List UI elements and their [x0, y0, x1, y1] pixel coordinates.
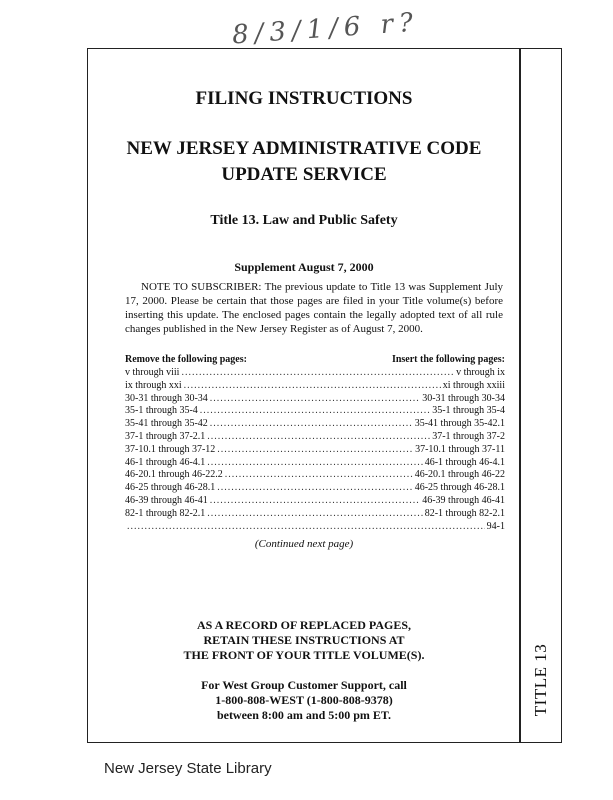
leader-dots	[181, 367, 454, 380]
table-row	[125, 444, 505, 457]
insert-pages: 35-1 through 35-4	[432, 405, 505, 417]
remove-header: Remove the following pages:	[125, 354, 247, 365]
insert-header: Insert the following pages:	[391, 354, 505, 365]
insert-pages: 94-1	[486, 520, 505, 532]
table-row	[125, 482, 505, 495]
remove-pages: v through viii	[125, 367, 180, 378]
code-title	[95, 136, 513, 188]
table-row	[125, 393, 505, 406]
code-title-line2: UPDATE SERVICE	[221, 164, 387, 185]
leader-dots	[210, 418, 413, 431]
insert-pages: xi through xxiii	[442, 379, 505, 391]
leader-dots	[207, 508, 422, 521]
remove-pages: 46-25 through 46-28.1	[125, 482, 216, 494]
title-tab	[524, 640, 558, 720]
leader-dots	[207, 431, 430, 444]
insert-pages: 82-1 through 82-2.1	[424, 507, 505, 519]
leader-dots	[210, 393, 420, 406]
customer-support	[95, 678, 513, 723]
library-watermark: New Jersey State Library	[104, 760, 272, 777]
insert-pages: 37-1 through 37-2	[432, 430, 505, 442]
support-phone: 1-800-808-WEST (1-800-808-9378)	[215, 693, 393, 707]
insert-pages: v through ix	[456, 367, 505, 378]
handwritten-note: 8/3/1/6 r?	[231, 7, 420, 51]
insert-pages: 35-41 through 35-42.1	[414, 418, 505, 430]
note-body: The previous update to Title 13 was Supplement July 17, 2000. Please be certain that those pages are filed in your Title volume(s) before inserting this update. The enclosed pages contain the legally adopted text of all rule changes published in the New Jersey Register as of August 7, 2000.	[125, 281, 504, 335]
leader-dots	[225, 469, 413, 482]
subscriber-note	[125, 280, 503, 336]
leader-dots	[207, 457, 422, 470]
table-row	[125, 367, 505, 380]
remove-pages: 46-39 through 46-41	[125, 494, 208, 506]
remove-pages: 30-31 through 30-34	[125, 392, 208, 404]
leader-dots	[217, 482, 412, 495]
leader-dots	[127, 521, 485, 534]
table-row	[125, 469, 505, 482]
leader-dots	[200, 405, 430, 418]
remove-pages: 46-20.1 through 46-22.2	[125, 469, 223, 481]
title-line: Title 13. Law and Public Safety	[210, 213, 398, 228]
support-line1: For West Group Customer Support, call	[201, 678, 407, 692]
record-line1: AS A RECORD OF REPLACED PAGES,	[196, 618, 412, 632]
remove-pages: 37-10.1 through 37-12	[125, 443, 216, 455]
remove-pages: 82-1 through 82-2.1	[125, 507, 206, 519]
supplement-date: Supplement August 7, 2000	[234, 260, 374, 274]
page-title: FILING INSTRUCTIONS	[195, 88, 413, 109]
table-row	[125, 405, 505, 418]
title-tab-label: TITLE 13	[531, 643, 550, 717]
record-instructions	[95, 618, 513, 663]
table-row	[125, 495, 505, 508]
table-row	[125, 521, 505, 534]
code-title-line1: NEW JERSEY ADMINISTRATIVE CODE	[126, 138, 482, 159]
record-line2: RETAIN THESE INSTRUCTIONS AT	[203, 633, 405, 647]
table-header	[125, 353, 505, 367]
remove-pages: 35-1 through 35-4	[125, 405, 198, 417]
insert-pages: 46-39 through 46-41	[422, 494, 505, 506]
table-row	[125, 431, 505, 444]
insert-pages: 46-25 through 46-28.1	[414, 482, 505, 494]
leader-dots	[210, 495, 420, 508]
table-row	[125, 380, 505, 393]
note-lead: NOTE TO SUBSCRIBER:	[141, 281, 262, 293]
remove-pages: 35-41 through 35-42	[125, 418, 208, 430]
record-line3: THE FRONT OF YOUR TITLE VOLUME(S).	[183, 648, 425, 662]
remove-pages: 46-1 through 46-4.1	[125, 456, 206, 468]
insert-pages: 30-31 through 30-34	[422, 392, 505, 404]
table-row	[125, 508, 505, 521]
insert-pages: 46-20.1 through 46-22	[414, 469, 505, 481]
table-row	[125, 418, 505, 431]
leader-dots	[217, 444, 413, 457]
tab-divider	[519, 48, 521, 743]
continued-note: (Continued next page)	[254, 538, 354, 550]
remove-pages: 37-1 through 37-2.1	[125, 430, 206, 442]
page-replacement-table	[125, 353, 505, 533]
insert-pages: 46-1 through 46-4.1	[424, 456, 505, 468]
leader-dots	[184, 380, 441, 393]
table-row	[125, 457, 505, 470]
remove-pages: ix through xxi	[125, 379, 182, 391]
support-hours: between 8:00 am and 5:00 pm ET.	[216, 708, 392, 722]
insert-pages: 37-10.1 through 37-11	[415, 443, 505, 455]
